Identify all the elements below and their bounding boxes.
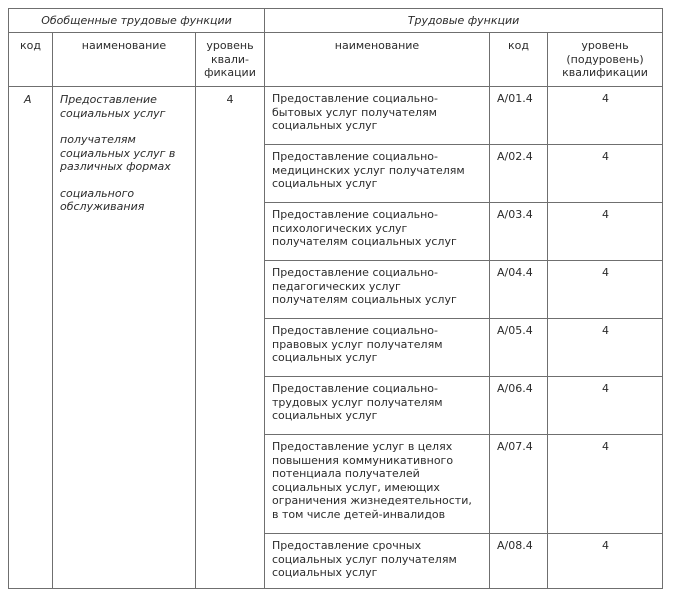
function-level: 4 xyxy=(548,87,663,145)
header-generalized-functions: Обобщенные трудовые функции xyxy=(9,9,265,33)
function-code: А/05.4 xyxy=(490,319,548,377)
function-name: Предоставление социально- правовых услуг получателям социальных услуг xyxy=(265,319,490,377)
function-name: Предоставление социально- медицинских услуг получателям социальных услуг xyxy=(265,145,490,203)
generalized-code: А xyxy=(24,93,32,106)
function-level: 4 xyxy=(548,145,663,203)
function-level: 4 xyxy=(548,261,663,319)
function-level: 4 xyxy=(548,534,663,589)
function-level: 4 xyxy=(548,435,663,534)
function-code: А/02.4 xyxy=(490,145,548,203)
function-code: А/01.4 xyxy=(490,87,548,145)
col-header-code: код xyxy=(20,39,41,52)
function-code: А/06.4 xyxy=(490,377,548,435)
function-code: А/04.4 xyxy=(490,261,548,319)
function-name: Предоставление социально- бытовых услуг получателям социальных услуг xyxy=(265,87,490,145)
labor-functions-table xyxy=(8,8,663,589)
function-name: Предоставление социально- психологических услуг получателям социальных услуг xyxy=(265,203,490,261)
col-header-function-code: код xyxy=(508,39,529,52)
generalized-level: 4 xyxy=(226,93,234,106)
function-level: 4 xyxy=(548,319,663,377)
col-header-level: уровень квали- фикации xyxy=(204,39,256,79)
function-code: А/03.4 xyxy=(490,203,548,261)
function-code: А/08.4 xyxy=(490,534,548,589)
table-row xyxy=(9,87,663,145)
header-row-groups xyxy=(9,9,663,33)
header-labor-functions: Трудовые функции xyxy=(265,9,663,33)
generalized-name: Предоставление социальных услуг получателям социальных услуг в различных формах социального обслуживания xyxy=(60,93,176,213)
function-name: Предоставление срочных социальных услуг получателям социальных услуг xyxy=(265,534,490,589)
function-name: Предоставление социально- трудовых услуг получателям социальных услуг xyxy=(265,377,490,435)
col-header-function-level: уровень (подуровень) квалификации xyxy=(562,39,648,79)
function-level: 4 xyxy=(548,377,663,435)
function-level: 4 xyxy=(548,203,663,261)
function-code: А/07.4 xyxy=(490,435,548,534)
col-header-function-name: наименование xyxy=(334,39,420,52)
col-header-name: наименование xyxy=(81,39,167,52)
function-name: Предоставление услуг в целях повышения коммуникативного потенциала получателей социальных услуг, имеющих ограничения жизнедеятельности, в том числе детей-инвалидов xyxy=(265,435,490,534)
header-row-columns xyxy=(9,33,663,87)
function-name: Предоставление социально- педагогических услуг получателям социальных услуг xyxy=(265,261,490,319)
